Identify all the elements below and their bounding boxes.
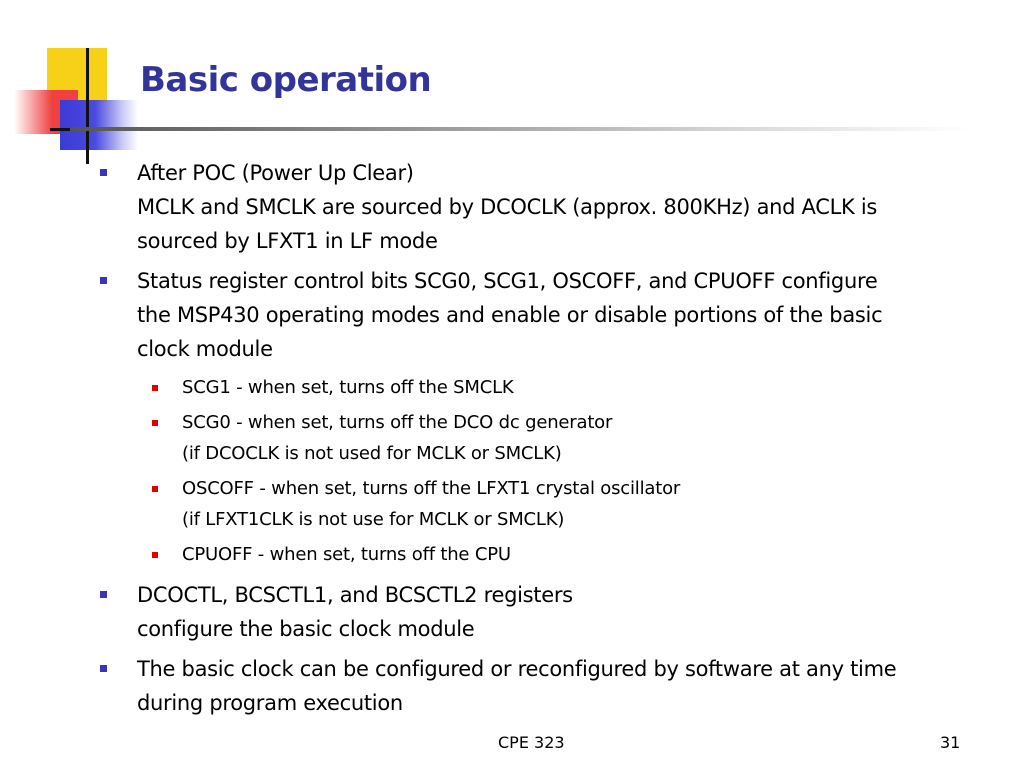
sub-bullet-text-line: SCG1 - when set, turns off the SMCLK: [182, 377, 514, 398]
bullet-text-line: MCLK and SMCLK are sourced by DCOCLK (approx. 800KHz) and ACLK is: [137, 195, 878, 219]
red-square-bullet-icon: [152, 385, 158, 391]
sub-bullet-text-line: SCG0 - when set, turns off the DCO dc generator: [182, 412, 613, 433]
square-bullet-icon: [100, 665, 107, 672]
bullet-item: [100, 652, 995, 720]
sub-bullet-list: [100, 372, 995, 570]
blue-square-decoration: [60, 100, 138, 150]
footer-course-label: CPE 323: [498, 733, 565, 752]
bullet-text-line: DCOCTL, BCSCTL1, and BCSCTL2 registers: [137, 583, 573, 607]
bullet-text-line: The basic clock can be configured or reconfigured by software at any time: [137, 657, 897, 681]
slide-body: [100, 156, 995, 726]
footer-page-number: 31: [940, 733, 961, 752]
sub-bullet-text-line: (if DCOCLK is not used for MCLK or SMCLK): [182, 443, 562, 464]
bullet-text-line: configure the basic clock module: [137, 617, 475, 641]
sub-bullet-text-line: (if LFXT1CLK is not use for MCLK or SMCLK): [182, 509, 565, 530]
square-bullet-icon: [100, 591, 107, 598]
sub-bullet-text-line: OSCOFF - when set, turns off the LFXT1 crystal oscillator: [182, 478, 681, 499]
logo-vertical-line: [86, 48, 89, 164]
bullet-text-line: clock module: [137, 337, 273, 361]
sub-bullet-item: [152, 372, 995, 403]
slide-logo-decoration: [0, 0, 150, 170]
bullet-text-line: After POC (Power Up Clear): [137, 161, 414, 185]
bullet-text-line: sourced by LFXT1 in LF mode: [137, 229, 438, 253]
bullet-text-line: during program execution: [137, 691, 403, 715]
sub-bullet-text-line: CPUOFF - when set, turns off the CPU: [182, 544, 511, 565]
sub-bullet-item: [152, 473, 995, 535]
sub-bullet-item: [152, 539, 995, 570]
bullet-item: [100, 264, 995, 366]
red-square-bullet-icon: [152, 420, 158, 426]
square-bullet-icon: [100, 169, 107, 176]
red-square-bullet-icon: [152, 552, 158, 558]
bullet-item: [100, 156, 995, 258]
title-divider: [70, 127, 970, 131]
slide-title: Basic operation: [140, 60, 432, 100]
square-bullet-icon: [100, 277, 107, 284]
red-square-bullet-icon: [152, 486, 158, 492]
bullet-text-line: the MSP430 operating modes and enable or disable portions of the basic: [137, 303, 883, 327]
sub-bullet-item: [152, 407, 995, 469]
bullet-text-line: Status register control bits SCG0, SCG1, OSCOFF, and CPUOFF configure: [137, 269, 878, 293]
bullet-item: [100, 578, 995, 646]
